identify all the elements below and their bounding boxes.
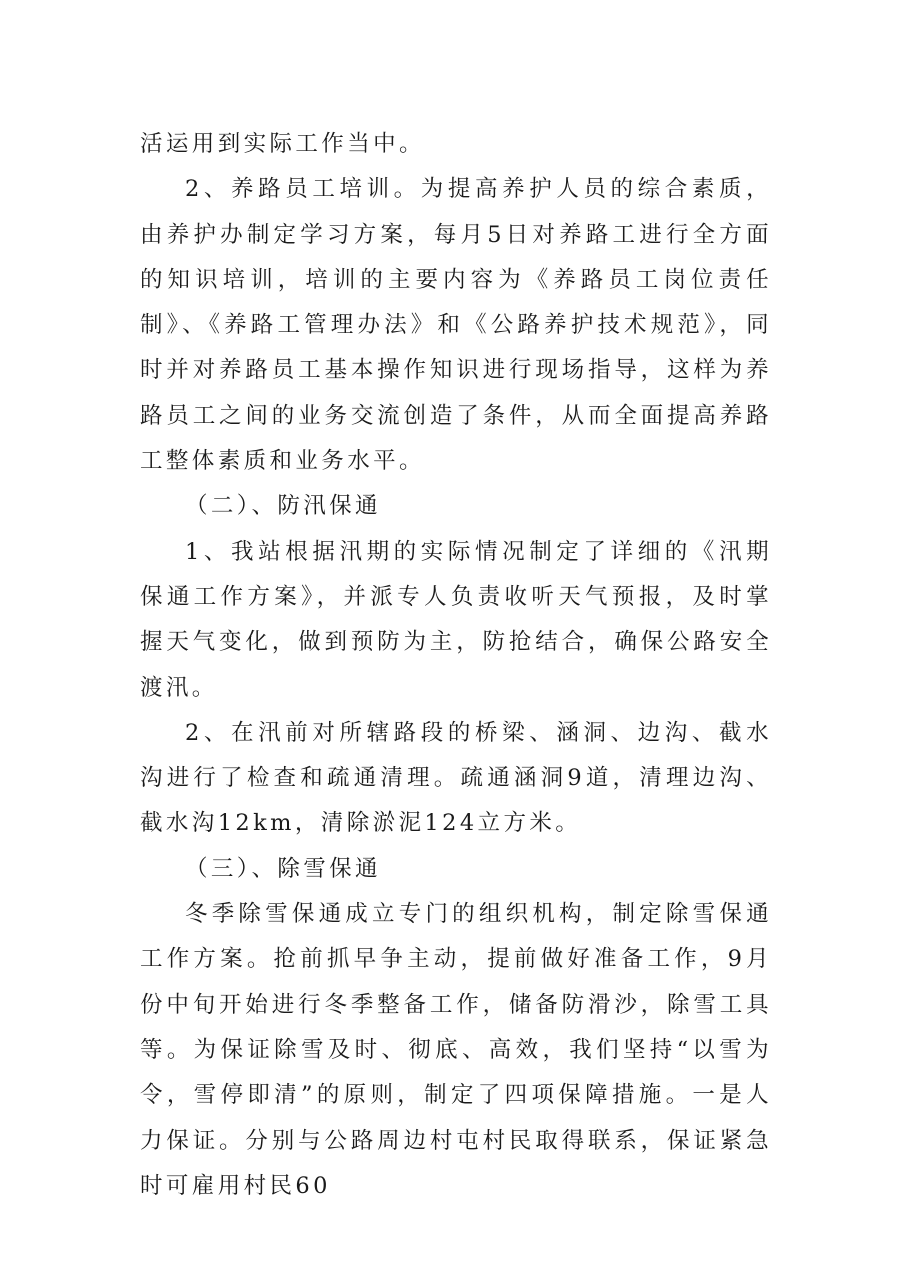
document-body bbox=[140, 122, 772, 1209]
paragraph-flood-plan: 1、我站根据汛期的实际情况制定了详细的《汛期保通工作方案》，并派专人负责收听天气预报，及时掌握天气变化，做到预防为主，防抢结合，确保公路安全渡汛。 bbox=[140, 538, 772, 701]
paragraph-snow-removal: 冬季除雪保通成立专门的组织机构，制定除雪保通工作方案。抢前抓早争主动，提前做好准备工作，9月份中旬开始进行冬季整备工作，储备防滑沙，除雪工具等。为保证除雪及时、彻底、高效，我们坚持“以雪为令，雪停即清”的原则，制定了四项保障措施。一是人力保证。分别与公路周边村屯村民取得联系，保证紧急时可雇用村民60 bbox=[140, 901, 772, 1199]
paragraph-continuation: 活运用到实际工作当中。 bbox=[140, 131, 425, 157]
section-heading-flood-control: （二）、防汛保通 bbox=[185, 493, 381, 520]
paragraph-flood-inspection: 2、在汛前对所辖路段的桥梁、涵洞、边沟、截水沟进行了检查和疏通清理。疏通涵洞9道，清理边沟、截水沟12km，清除淤泥124立方米。 bbox=[140, 719, 772, 837]
paragraph-staff-training: 2、养路员工培训。为提高养护人员的综合素质，由养护办制定学习方案，每月5日对养路工进行全方面的知识培训，培训的主要内容为《养路员工岗位责任制》、《养路工管理办法》和《公路养护技术规范》，同时并对养路员工基本操作知识进行现场指导，这样为养路员工之间的业务交流创造了条件，从而全面提高养路工整体素质和业务水平。 bbox=[140, 176, 772, 475]
section-heading-snow-removal: （三）、除雪保通 bbox=[185, 855, 381, 882]
